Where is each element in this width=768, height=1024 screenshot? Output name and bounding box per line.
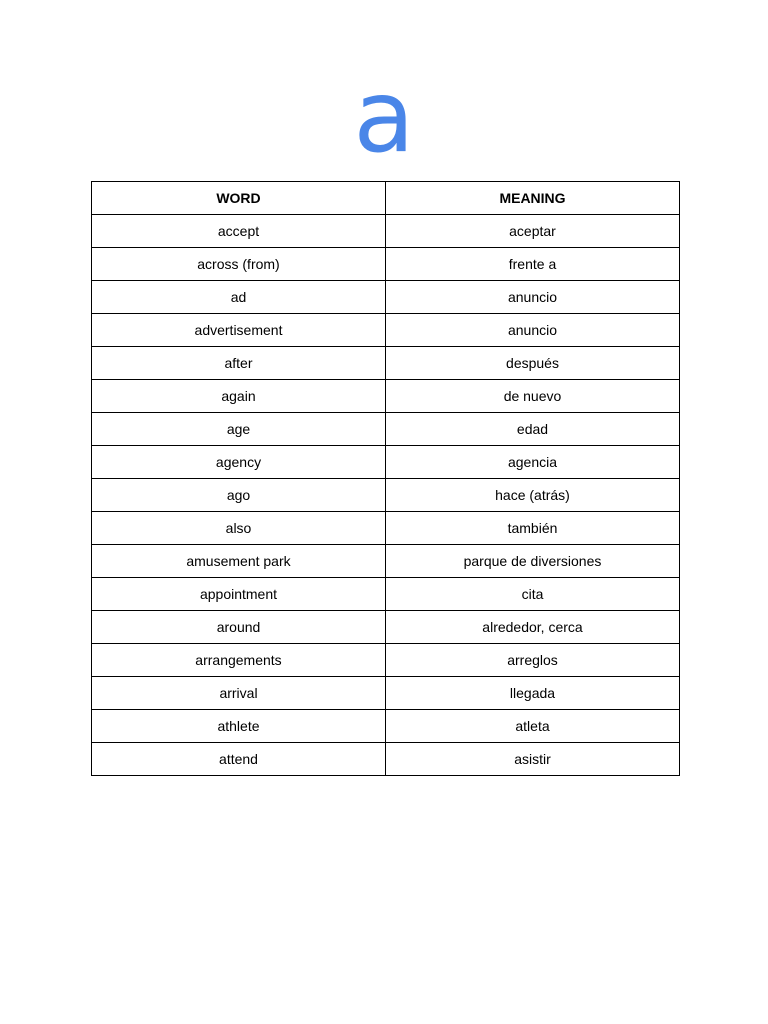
meaning-cell: anuncio [386,314,680,347]
vocabulary-table-body [92,215,680,776]
table-row [92,380,680,413]
word-column-header: WORD [92,182,386,215]
table-row [92,578,680,611]
meaning-cell: frente a [386,248,680,281]
table-row [92,215,680,248]
table-row [92,710,680,743]
word-cell: arrival [92,677,386,710]
meaning-cell: atleta [386,710,680,743]
word-cell: around [92,611,386,644]
meaning-cell: alrededor, cerca [386,611,680,644]
word-cell: athlete [92,710,386,743]
table-row [92,611,680,644]
table-row [92,644,680,677]
word-cell: advertisement [92,314,386,347]
table-row [92,743,680,776]
meaning-cell: después [386,347,680,380]
vocabulary-table [91,181,680,776]
word-cell: across (from) [92,248,386,281]
word-cell: accept [92,215,386,248]
meaning-cell: asistir [386,743,680,776]
table-header-row [92,182,680,215]
word-cell: arrangements [92,644,386,677]
table-row [92,347,680,380]
table-row [92,545,680,578]
meaning-cell: aceptar [386,215,680,248]
word-cell: amusement park [92,545,386,578]
word-cell: ago [92,479,386,512]
meaning-cell: también [386,512,680,545]
meaning-cell: cita [386,578,680,611]
table-row [92,314,680,347]
word-cell: after [92,347,386,380]
meaning-cell: anuncio [386,281,680,314]
word-cell: age [92,413,386,446]
word-cell: ad [92,281,386,314]
table-row [92,413,680,446]
table-row [92,446,680,479]
word-cell: appointment [92,578,386,611]
meaning-column-header: MEANING [386,182,680,215]
table-row [92,512,680,545]
meaning-cell: llegada [386,677,680,710]
meaning-cell: agencia [386,446,680,479]
meaning-cell: de nuevo [386,380,680,413]
meaning-cell: hace (atrás) [386,479,680,512]
table-row [92,677,680,710]
word-cell: attend [92,743,386,776]
word-cell: also [92,512,386,545]
letter-heading: a [353,58,415,175]
table-row [92,479,680,512]
meaning-cell: arreglos [386,644,680,677]
word-cell: again [92,380,386,413]
meaning-cell: edad [386,413,680,446]
word-cell: agency [92,446,386,479]
meaning-cell: parque de diversiones [386,545,680,578]
table-row [92,248,680,281]
table-row [92,281,680,314]
